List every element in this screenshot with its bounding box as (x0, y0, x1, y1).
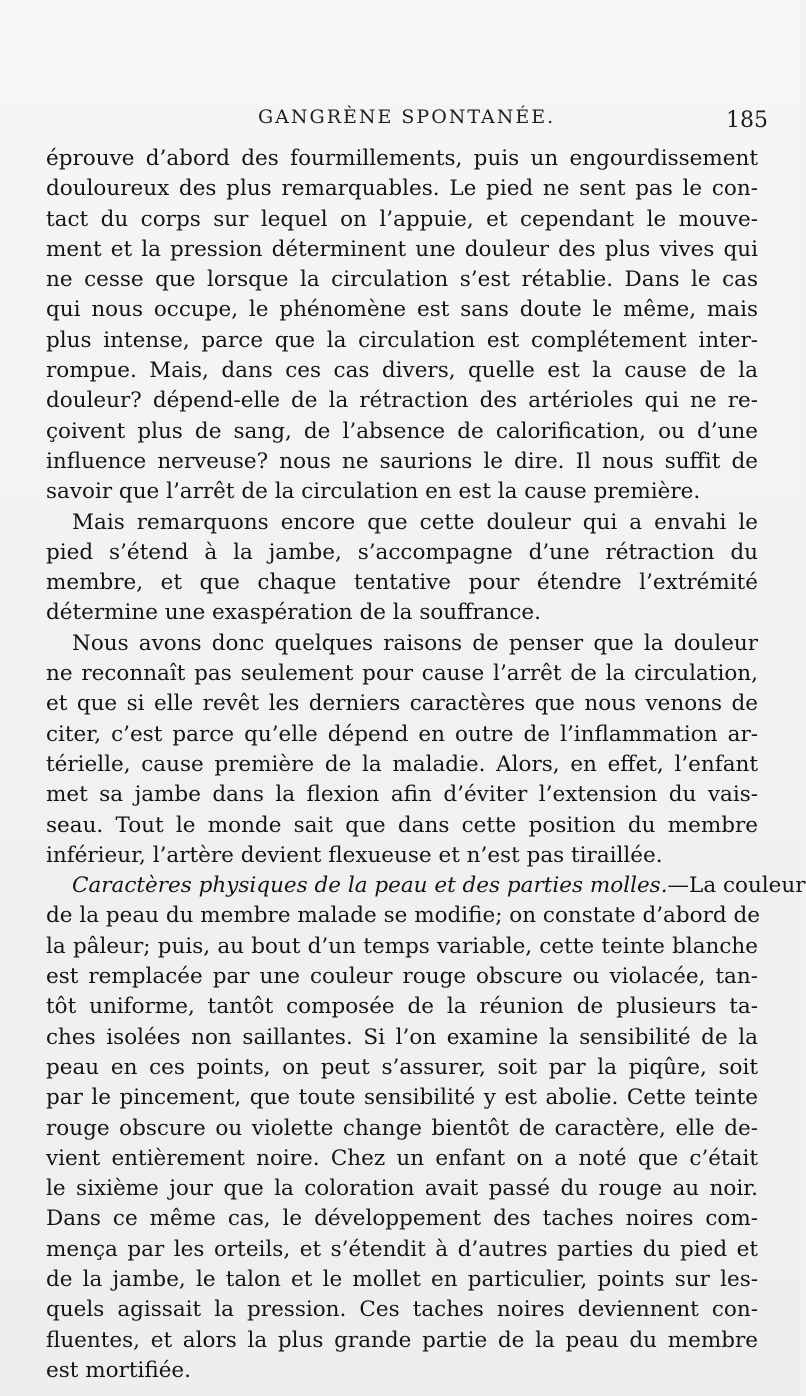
text-line: est mortifiée. (46, 1357, 191, 1383)
text-line: de la jambe, le talon et le mollet en particulier, points sur les- (46, 1266, 758, 1292)
text-line: vient entièrement noire. Chez un enfant on a noté que c’était (46, 1145, 758, 1171)
text-line: pied s’étend à la jambe, s’accompagne d’une rétraction du (46, 539, 758, 565)
text-line: douloureux des plus remarquables. Le pied ne sent pas le con- (46, 176, 758, 202)
text-line: est remplacée par une couleur rouge obscure ou violacée, tan- (46, 964, 758, 990)
text-line: le sixième jour que la coloration avait passé du rouge au noir. (46, 1176, 758, 1202)
text-line: inférieur, l’artère devient flexueuse et n’est pas tiraillée. (46, 842, 663, 868)
text-line: ches isolées non saillantes. Si l’on examine la sensibilité de la (46, 1024, 758, 1050)
text-line: çoivent plus de sang, de l’absence de calorification, ou d’une (46, 418, 758, 444)
text-line: térielle, cause première de la maladie. Alors, en effet, l’enfant (46, 751, 758, 777)
text-line: met sa jambe dans la flexion afin d’éviter l’extension du vais- (46, 782, 758, 808)
text-line: tôt uniforme, tantôt composée de la réunion de plusieurs ta- (46, 994, 758, 1020)
section-heading-line (46, 871, 806, 901)
text-line: de la peau du membre malade se modifie; on constate d’abord de (46, 903, 760, 929)
text-line: ment et la pression déterminent une douleur des plus vives qui (46, 236, 758, 262)
text-line: douleur? dépend-elle de la rétraction des artérioles qui ne re- (46, 388, 758, 414)
text-fragment: —La couleur (667, 873, 806, 899)
text-line: qui nous occupe, le phénomène est sans doute le même, mais (46, 297, 758, 323)
text-line: rouge obscure ou violette change bientôt de caractère, elle de- (46, 1115, 758, 1141)
text-line: savoir que l’arrêt de la circulation en est la cause première. (46, 479, 701, 505)
text-line: seau. Tout le monde sait que dans cette position du membre (46, 812, 758, 838)
section-heading: Caractères physiques de la peau et des parties molles. (72, 873, 668, 899)
text-line: détermine une exaspération de la souffrance. (46, 600, 541, 626)
text-line: peau en ces points, on peut s’assurer, soit par la piqûre, soit (46, 1054, 758, 1080)
text-line: ne reconnaît pas seulement pour cause l’arrêt de la circulation, (46, 661, 758, 687)
text-line: la pâleur; puis, au bout d’un temps variable, cette teinte blanche (46, 933, 758, 959)
body-text (46, 144, 806, 1386)
text-line: par le pincement, que toute sensibilité y est abolie. Cette teinte (46, 1085, 758, 1111)
page-header (46, 102, 768, 142)
text-line: fluentes, et alors la plus grande partie de la peau du membre (46, 1327, 758, 1353)
page-number: 185 (726, 108, 768, 133)
text-line: et que si elle revêt les derniers caractères que nous venons de (46, 691, 758, 717)
text-line: membre, et que chaque tentative pour étendre l’extrémité (46, 570, 758, 596)
text-line: quels agissait la pression. Ces taches noires deviennent con- (46, 1297, 758, 1323)
text-line: rompue. Mais, dans ces cas divers, quelle est la cause de la (46, 358, 758, 384)
text-line: Mais remarquons encore que cette douleur qui a envahi le (72, 509, 758, 535)
text-line: ne cesse que lorsque la circulation s’est rétablie. Dans le cas (46, 267, 758, 293)
text-line: éprouve d’abord des fourmillements, puis un engourdissement (46, 146, 758, 171)
text-line: influence nerveuse? nous ne saurions le dire. Il nous suffit de (46, 448, 758, 474)
running-title: GANGRÈNE SPONTANÉE. (258, 106, 556, 128)
text-line: mença par les orteils, et s’étendit à d’autres parties du pied et (46, 1236, 758, 1262)
text-line: citer, c’est parce qu’elle dépend en outre de l’inflammation ar- (46, 721, 758, 747)
text-line: plus intense, parce que la circulation est complétement inter- (46, 327, 758, 353)
text-line: Nous avons donc quelques raisons de penser que la douleur (72, 630, 758, 656)
text-line: tact du corps sur lequel on l’appuie, et cependant le mouve- (46, 206, 758, 232)
text-line: Dans ce même cas, le développement des taches noires com- (46, 1206, 758, 1232)
